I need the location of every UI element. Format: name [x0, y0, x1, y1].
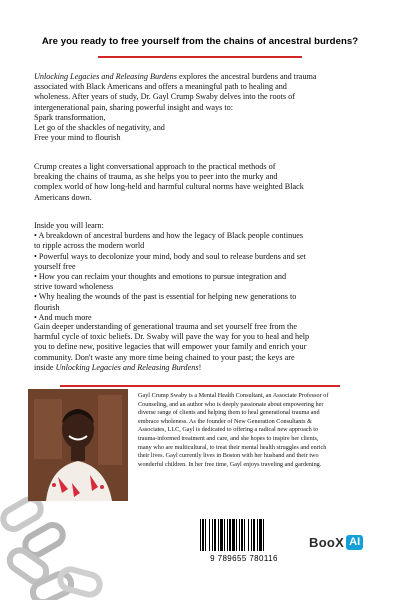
publisher-logo [309, 533, 363, 551]
book-title-italic: Unlocking Legacies and Releasing Burdens [34, 72, 177, 81]
barcode-bar [224, 519, 225, 551]
bio-line: embrace wholeness. As the founder of New Generation Consultants & [138, 417, 312, 425]
barcode-bar [248, 519, 249, 551]
headline: Are you ready to free yourself from the chains of ancestral burdens? [41, 36, 359, 47]
bio-line: their lives. Gayl currently lives in Boston with her husband and their two [138, 452, 319, 460]
barcode-bar [253, 519, 255, 551]
description-paragraph-1 [34, 72, 370, 143]
p1-line-3: wholeness. After years of study, Dr. Gayl Crump Swaby delves into the roots of [34, 92, 295, 102]
barcode-bar [259, 519, 262, 551]
p1-line-2: associated with Black Americans and offers a meaningful path to healing and [34, 82, 287, 92]
barcode-bar [263, 519, 264, 551]
author-bio [138, 392, 378, 469]
p2-line-3: complex world of how long-held and harmful cultural norms have weighted Black [34, 182, 304, 192]
publisher-badge: AI [346, 535, 363, 550]
p1-line-4: intergenerational pain, sharing powerful insight and ways to: [34, 102, 234, 112]
list-item: • Powerful ways to decolonize your mind, body and soul to release burdens and set [34, 251, 306, 261]
barcode-bar [239, 519, 240, 551]
barcode-bar [200, 519, 201, 551]
publisher-name: BooX [309, 534, 345, 550]
list-item-continued: strive toward wholeness [34, 282, 114, 292]
section-divider [60, 385, 340, 387]
author-portrait-icon [28, 389, 128, 501]
learning-list [34, 221, 370, 323]
barcode-bar [257, 519, 258, 551]
p4-line-3: you to define new, positive legacies that will empower your family and enrich your [34, 342, 307, 352]
p4-line-4: community. Don't waste any more time being chained to your past; the keys are [34, 352, 295, 362]
barcode-bar [241, 519, 243, 551]
barcode-bar [220, 519, 223, 551]
p4-line-2: harmful cycle of toxic beliefs. Dr. Swaby will pave the way for you to heal and help [34, 332, 310, 342]
barcode-bar [209, 519, 210, 551]
list-item-continued: flourish [34, 302, 60, 312]
p4-line-5: inside Unlocking Legacies and Releasing Burdens! [34, 362, 202, 372]
bio-line: wonderful children. In her free time, Gayl enjoys traveling and gardening. [138, 460, 322, 468]
p1-line-7: Free your mind to flourish [34, 133, 121, 143]
barcode-bar [218, 519, 219, 551]
barcode-bar [229, 519, 231, 551]
barcode-bar [236, 519, 237, 551]
isbn-number: 9 789655 780116 [210, 554, 278, 563]
list-item-continued: yourself free [34, 261, 76, 271]
barcode-bar [232, 519, 235, 551]
p1-line-5: Spark transformation, [34, 112, 106, 122]
description-paragraph-2 [34, 162, 370, 203]
barcode-bar [244, 519, 245, 551]
barcode-bar [202, 519, 204, 551]
book-title-italic: Unlocking Legacies and Releasing Burdens [55, 362, 199, 372]
bio-line: diverse range of clients and helping them to heal generational trauma and [138, 409, 320, 417]
p1-line-6: Let go of the shackles of negativity, and [34, 123, 165, 133]
p4-line-1: Gain deeper understanding of generational trauma and set yourself free from the [34, 322, 298, 331]
bio-line: many who are multicultural, to treat their mental health struggles and enrich [138, 443, 327, 451]
barcode-bar [214, 519, 216, 551]
list-item: • And much more [34, 312, 92, 322]
list-item: • How you can reclaim your thoughts and emotions to pursue integration and [34, 272, 287, 282]
barcode-bar [205, 519, 206, 551]
list-item: • A breakdown of ancestral burdens and how the legacy of Black people continues [34, 231, 304, 241]
barcode-bar [212, 519, 213, 551]
p2-line-2: breaking the chains of trauma, as she helps you to peer into the murky and [34, 172, 278, 182]
bio-line: trauma-informed treatment and care, and she hopes to inspire her clients, [138, 434, 319, 442]
barcode-bar [251, 519, 252, 551]
list-item: • Why healing the wounds of the past is essential for helping new generations to [34, 292, 297, 302]
list-item-continued: to ripple across the modern world [34, 241, 145, 251]
bio-line: Associates, LLC, Gayl is dedicated to offering a radical new approach to [138, 426, 319, 434]
list-intro: Inside you will learn: [34, 221, 104, 230]
barcode-icon [196, 517, 292, 553]
bio-line: Gayl Crump Swaby is a Mental Health Consultant, an Associate Professor of [138, 392, 329, 399]
p2-line-1: Crump creates a light conversational approach to the practical methods of [34, 162, 276, 171]
p2-line-4: Americans down. [34, 192, 92, 202]
author-photo [28, 389, 128, 501]
p1-line-1: Unlocking Legacies and Releasing Burdens explores the ancestral burdens and trauma [34, 72, 317, 81]
headline-divider [98, 56, 302, 58]
barcode-bar [227, 519, 228, 551]
bio-line: Counseling, and an author who is deeply passionate about empowering her [138, 400, 324, 408]
description-paragraph-4 [34, 322, 370, 373]
